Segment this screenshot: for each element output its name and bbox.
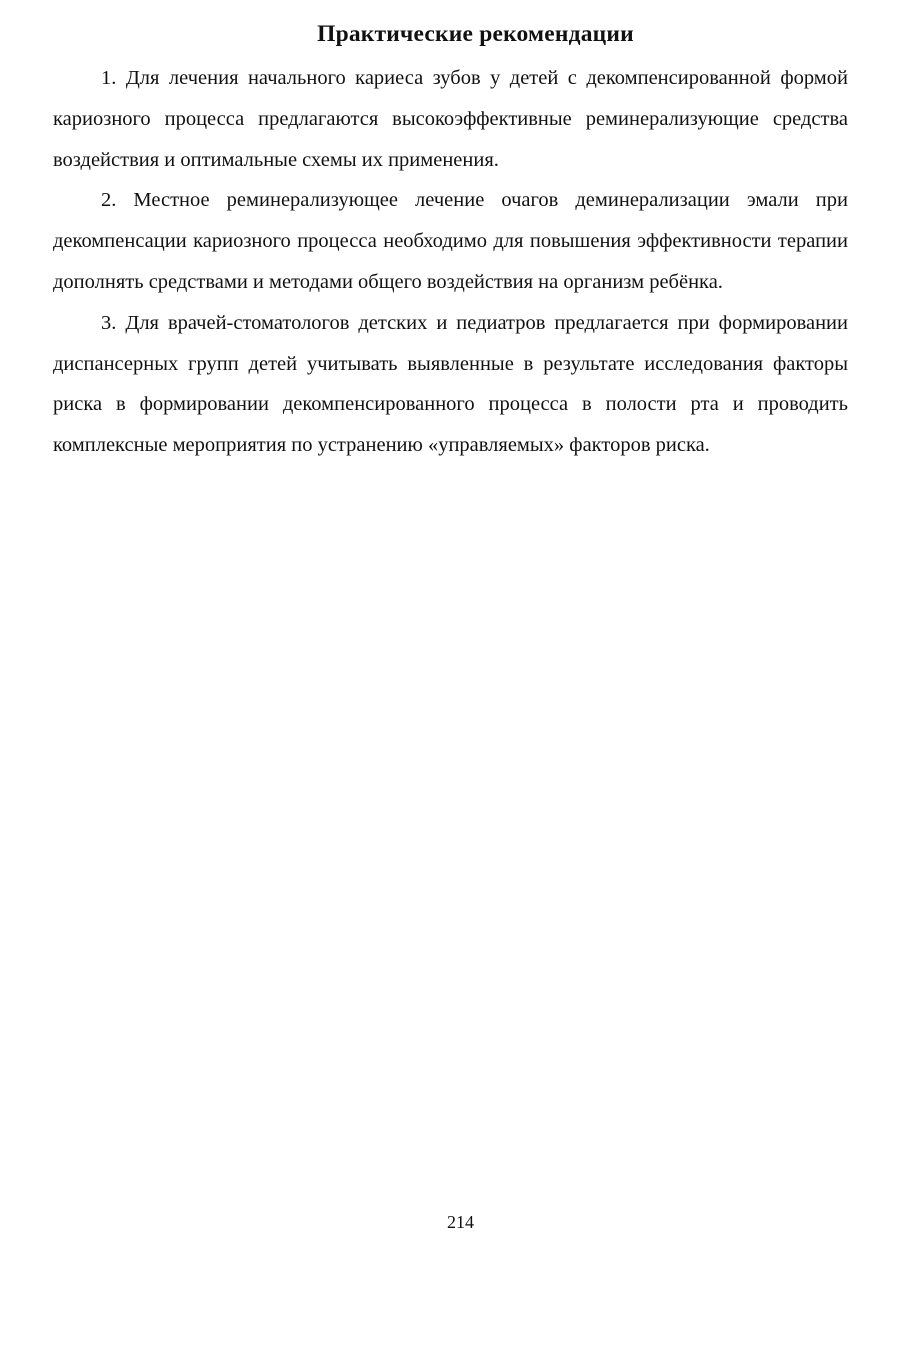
recommendation-paragraph-1: 1. Для лечения начального кариеса зубов у детей с декомпенсированной формой кариозного процесса предлагаются высокоэффективные реминерализующие средства воздействия и оптимальные схемы их применения. xyxy=(53,67,848,171)
page-title: Практические рекомендации xyxy=(317,21,634,47)
recommendation-paragraph-3: 3. Для врачей-стоматологов детских и педиатров предлагается при формировании диспансерных групп детей учитывать выявленные в результате исследования факторы риска в формировании декомпенсированного процесса в полости рта и проводить комплексные мероприятия по устранению «управляемых» факторов риска. xyxy=(53,311,848,457)
recommendation-paragraph-2: 2. Местное реминерализующее лечение очагов деминерализации эмали при декомпенсации кариозного процесса необходимо для повышения эффективности терапии дополнять средствами и методами общего воздействия на организм ребёнка. xyxy=(53,189,848,293)
recommendations-body xyxy=(53,58,848,466)
page-number: 214 xyxy=(447,1212,474,1232)
